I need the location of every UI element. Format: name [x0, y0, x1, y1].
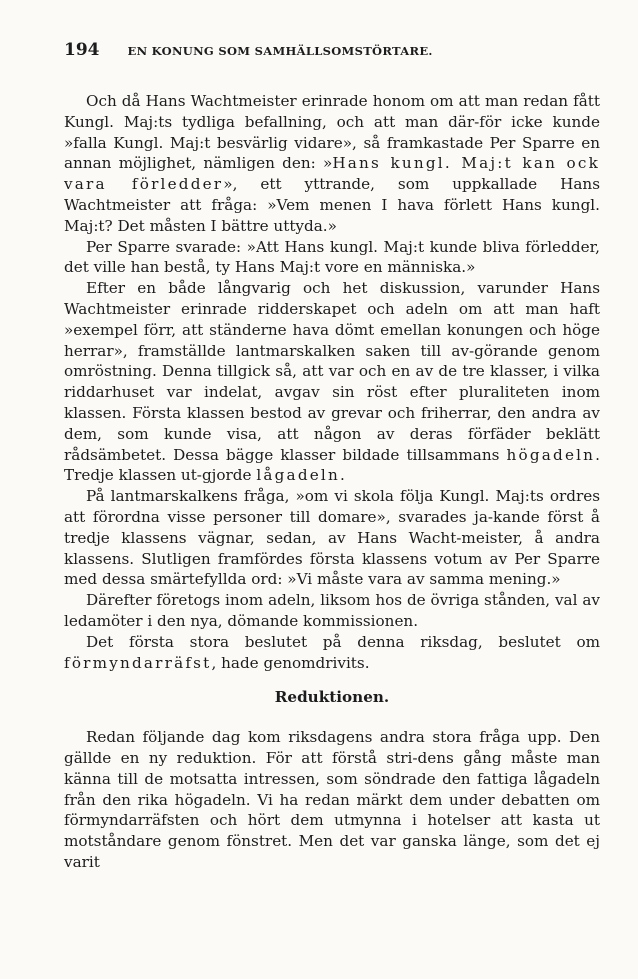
- paragraph-1-spaced-quote: Hans kungl. Maj:t kan ock vara förledder: [64, 154, 600, 194]
- paragraph-5: Därefter företogs inom adeln, liksom hos de övriga stånden, val av ledamöter i den nya, dömande kommissionen.: [64, 591, 600, 630]
- paragraph-4: På lantmarskalkens fråga, »om vi skola följa Kungl. Maj:ts ordres att förordna visse personer till domare», svarades ja-kande först å tredje klassens vägnar, sedan, av Hans Wacht-meister, å andra klassens. Slutligen framfördes första klassens votum av Per Sparre med dessa smärtefyllda ord: »Vi måste vara av samma mening.»: [64, 487, 600, 589]
- paragraph-3: [64, 278, 600, 486]
- paragraph-1: [64, 91, 600, 237]
- paragraph-3-text-a: Efter en både långvarig och het diskussion, varunder Hans Wachtmeister erinrade ridderskapet och adeln om att man haft »exempel förr, att ständerne hava dömt emellan konungen och höge herrar», framställde lantmarskalken saken till av-görande genom omröstning. Denna tillgick så, att var och en av de tre klasser, i vilka riddarhuset var indelat, avgav sin röst efter pluraliteten inom klassen. Första klassen bestod av grevar och friherrar, den andra av dem, som kunde visa, att någon av deras förfäder beklätt rådsämbetet. Dessa bägge klasser bildade tillsammans: [64, 279, 600, 464]
- running-head: [64, 40, 600, 76]
- section-heading: Reduktionen.: [274, 688, 390, 707]
- paragraph-6: [64, 632, 600, 674]
- paragraph-6-text-b: , hade genomdrivits.: [211, 653, 370, 672]
- book-page: [64, 40, 600, 873]
- term-formyndarrafst: förmyndarräfst: [64, 653, 212, 672]
- term-hogadeln: högadeln: [506, 445, 596, 464]
- running-title: EN KONUNG SOM SAMHÄLLSOMSTÖRTARE.: [127, 44, 433, 58]
- paragraph-3-text-b: . Tredje klassen ut-gjorde: [64, 445, 600, 485]
- term-lagadeln: lågadeln: [256, 466, 340, 485]
- page-number: 194: [64, 40, 100, 60]
- paragraph-2: Per Sparre svarade: »Att Hans kungl. Maj:t kunde bliva förledder, det ville han bestå, ty Hans Maj:t vore en människa.»: [64, 237, 600, 277]
- paragraph-7: Redan följande dag kom riksdagens andra stora fråga upp. Den gällde en ny reduktion. För att förstå stri-dens gång måste man känna till de motsatta intressen, som söndrade den fattiga lågadeln från den rika högadeln. Vi ha redan märkt dem under debatten om förmyndarräfsten och hört dem utmynna i hotelser att kasta ut motståndare genom fönstret. Men det var ganska länge, som det ej varit: [64, 728, 600, 871]
- paragraph-1-text-a: Och då Hans Wachtmeister erinrade honom om att man redan fått Kungl. Maj:ts tydliga befallning, och att man där-för icke kunde »falla Kungl. Maj:t besvärlig vidare», så framkastade Per Sparre en annan möjlighet, nämligen den: »: [64, 92, 600, 173]
- paragraph-3-text-c: .: [339, 466, 345, 485]
- paragraph-6-text-a: Det första stora beslutet på denna riksdag, beslutet om: [86, 632, 600, 651]
- paragraph-1-text-b: », ett yttrande, som uppkallade Hans Wachtmeister att fråga: »Vem menen I hava förlett Hans kungl. Maj:t? Det måsten I bättre uttyda.»: [64, 175, 600, 235]
